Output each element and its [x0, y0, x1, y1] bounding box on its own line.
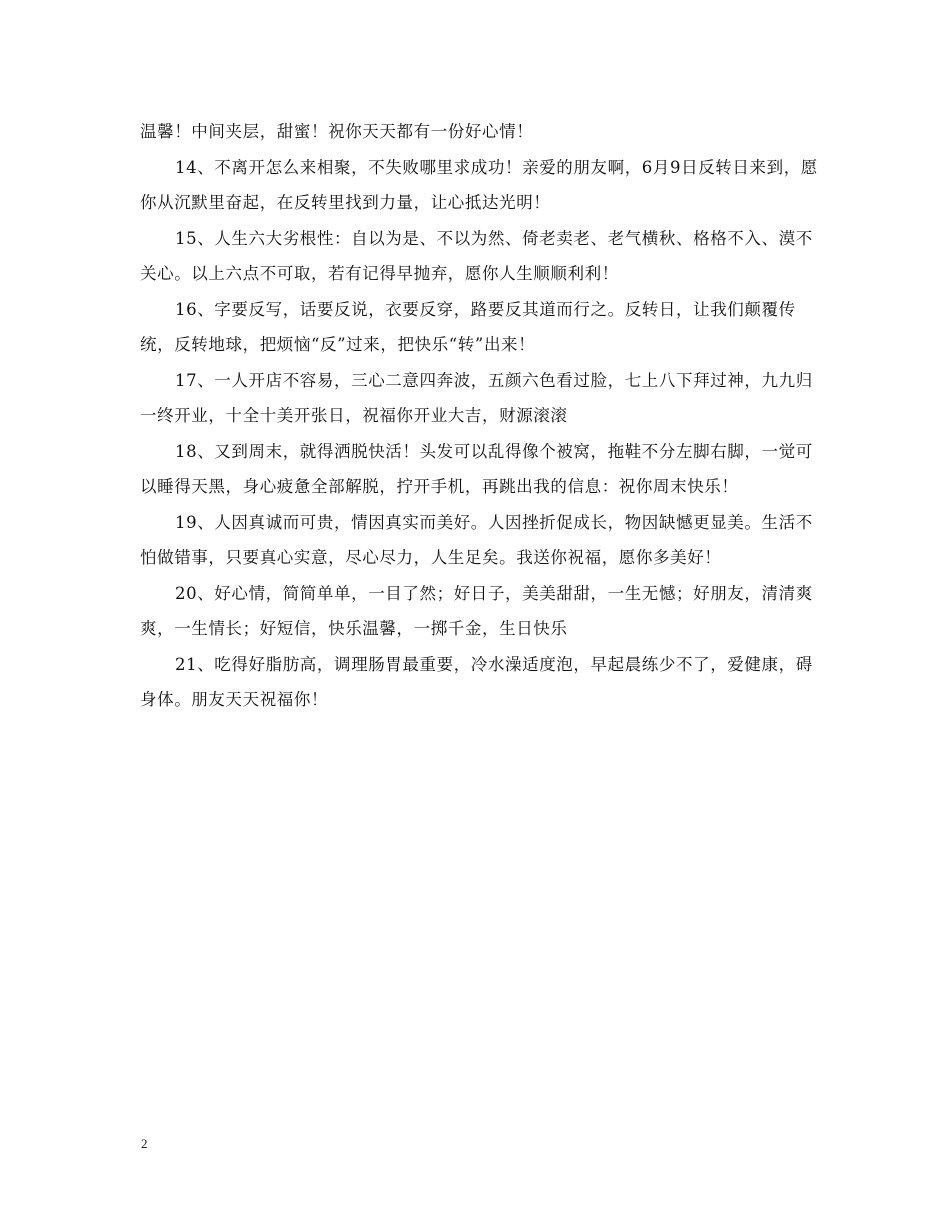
paragraph-19: 19、人因真诚而可贵，情因真实而美好。人因挫折促成长，物因缺憾更显美。生活不怕做错事，只要真心实意，尽心尽力，人生足矣。我送你祝福，愿你多美好！: [140, 512, 813, 567]
page-number: 2: [141, 1136, 148, 1151]
document-body: [140, 114, 820, 718]
paragraph-continuation: 温馨！中间夹层，甜蜜！祝你天天都有一份好心情！: [140, 122, 534, 141]
paragraph-18: 18、又到周末，就得洒脱快活！头发可以乱得像个被窝，拖鞋不分左脚右脚，一觉可以睡得天黑，身心疲惫全部解脱，拧开手机，再跳出我的信息：祝你周末快乐！: [140, 441, 813, 496]
paragraph-21: 21、吃得好脂肪高，调理肠胃最重要，冷水澡适度泡，早起晨练少不了，爱健康，碍身体。朋友天天祝福你！: [140, 654, 813, 709]
paragraph-16: 16、字要反写，话要反说，衣要反穿，路要反其道而行之。反转日，让我们颠覆传统，反转地球，把烦恼“反”过来，把快乐“转”出来！: [140, 299, 796, 354]
paragraph-14: 14、不离开怎么来相聚，不失败哪里求成功！亲爱的朋友啊，6月9日反转日来到，愿你从沉默里奋起，在反转里找到力量，让心抵达光明！: [140, 157, 818, 212]
paragraph-17: 17、一人开店不容易，三心二意四奔波，五颜六色看过脸，七上八下拜过神，九九归一终开业，十全十美开张日，祝福你开业大吉，财源滚滚: [140, 370, 813, 425]
paragraph-20: 20、好心情，简简单单，一目了然；好日子，美美甜甜，一生无憾；好朋友，清清爽爽，一生情长；好短信，快乐温馨，一掷千金，生日快乐: [140, 583, 813, 638]
paragraph-15: 15、人生六大劣根性：自以为是、不以为然、倚老卖老、老气横秋、格格不入、漠不关心。以上六点不可取，若有记得早抛弃，愿你人生顺顺利利！: [140, 228, 813, 283]
